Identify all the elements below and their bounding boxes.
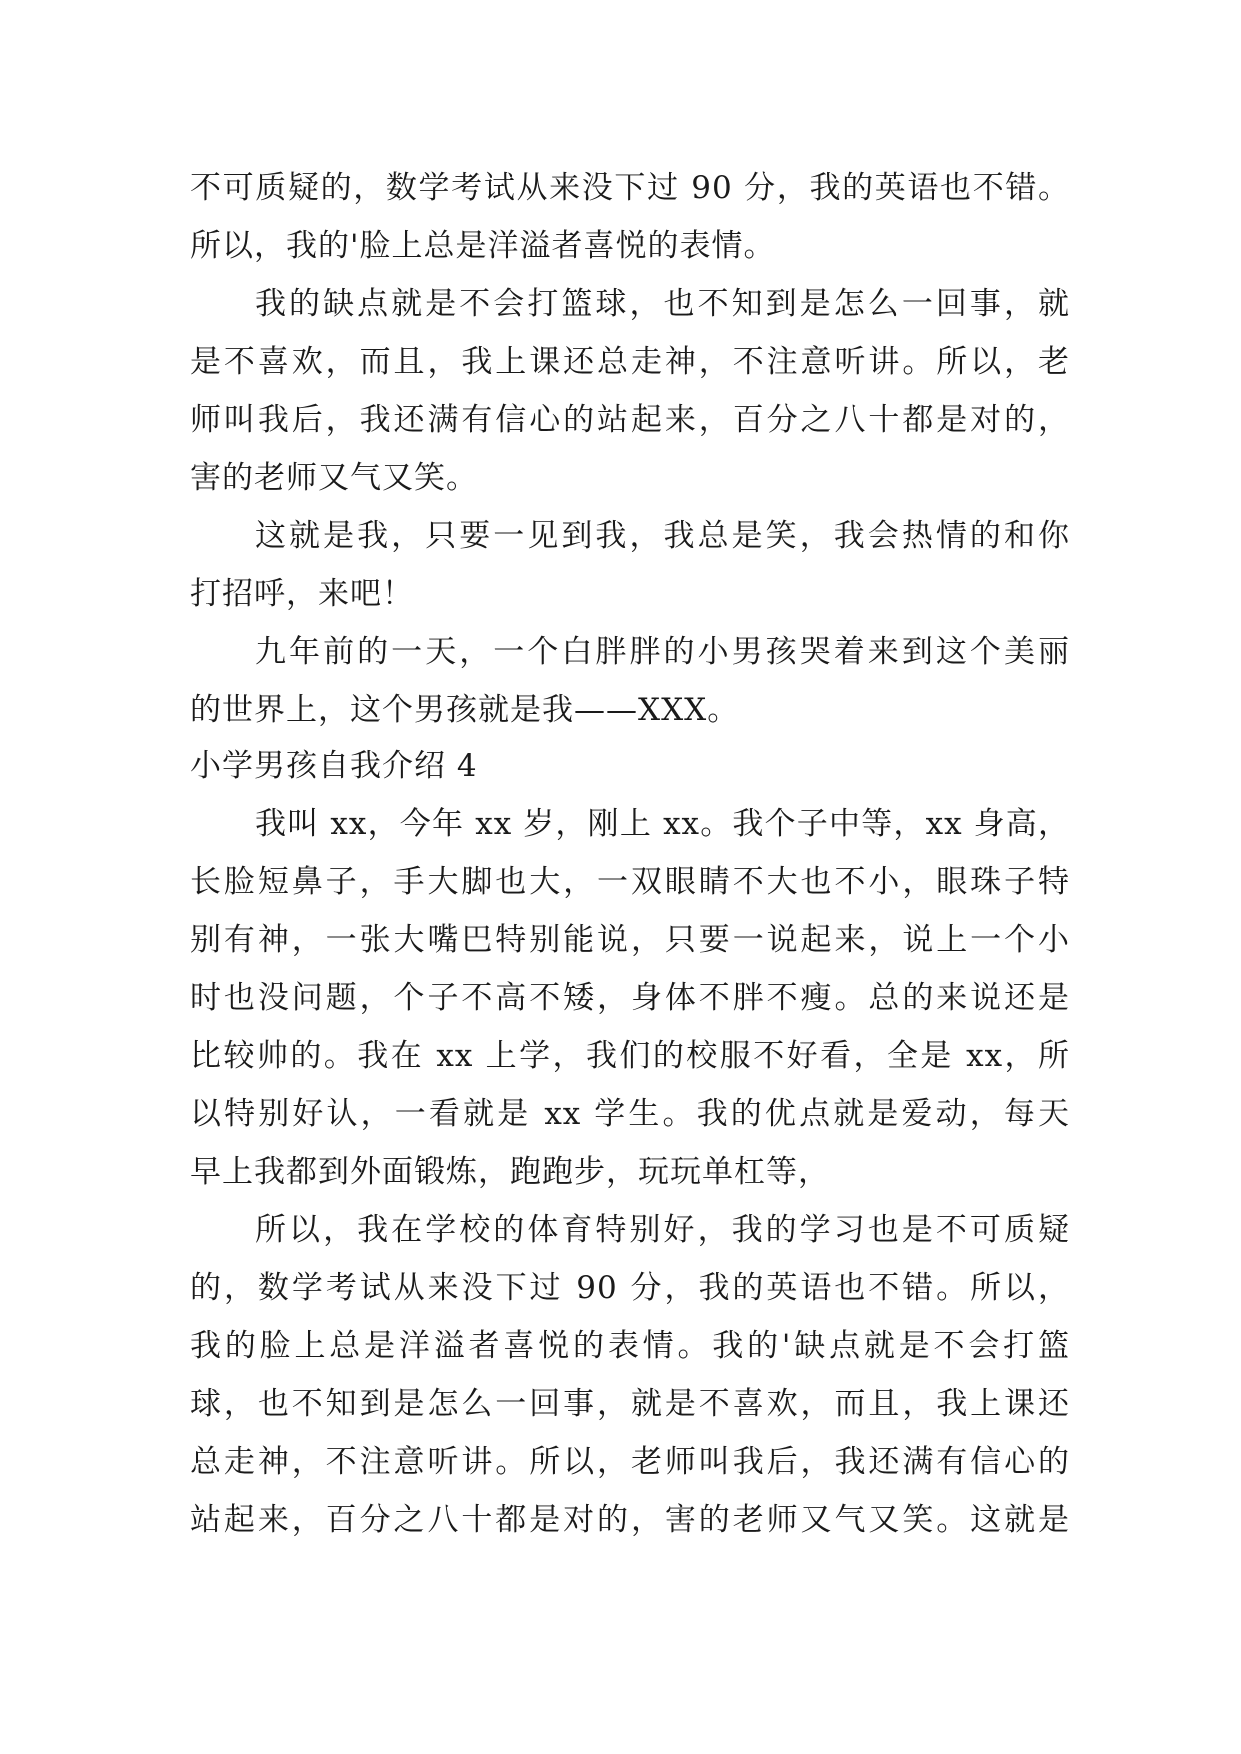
text-line: 早上我都到外面锻炼，跑跑步，玩玩单杠等， [190,1154,830,1190]
text-line: 我叫 xx，今年 xx 岁，刚上 xx。我个子中等，xx 身高， [255,806,1070,842]
text-line: 九年前的一天，一个白胖胖的小男孩哭着来到这个美丽 [255,634,1070,670]
text-line: 所以，我在学校的体育特别好，我的学习也是不可质疑 [255,1212,1070,1248]
text-line: 害的老师又气又笑。 [190,460,478,496]
text-line: 打招呼，来吧！ [190,576,414,612]
text-line: 所以，我的'脸上总是洋溢者喜悦的表情。 [190,228,776,264]
text-line: 这就是我，只要一见到我，我总是笑，我会热情的和你 [255,518,1070,554]
text-line: 长脸短鼻子，手大脚也大，一双眼睛不大也不小，眼珠子特 [190,864,1070,900]
text-line: 师叫我后，我还满有信心的站起来，百分之八十都是对的， [190,402,1070,438]
text-line: 比较帅的。我在 xx 上学，我们的校服不好看，全是 xx，所 [190,1038,1070,1074]
text-line: 时也没问题，个子不高不矮，身体不胖不瘦。总的来说还是 [190,980,1070,1016]
text-line: 球，也不知到是怎么一回事，就是不喜欢，而且，我上课还 [190,1386,1070,1422]
text-line: 不可质疑的，数学考试从来没下过 90 分，我的英语也不错。 [190,170,1070,206]
text-line: 以特别好认，一看就是 xx 学生。我的优点就是爱动，每天 [190,1096,1070,1132]
text-line: 我的脸上总是洋溢者喜悦的表情。我的'缺点就是不会打篮 [190,1328,1070,1364]
text-line: 我的缺点就是不会打篮球，也不知到是怎么一回事，就 [255,286,1070,322]
text-line: 别有神，一张大嘴巴特别能说，只要一说起来，说上一个小 [190,922,1070,958]
section-heading: 小学男孩自我介绍 4 [190,748,478,784]
text-line: 站起来，百分之八十都是对的，害的老师又气又笑。这就是 [190,1502,1070,1538]
text-line: 总走神，不注意听讲。所以，老师叫我后，我还满有信心的 [190,1444,1070,1480]
text-line: 是不喜欢，而且，我上课还总走神，不注意听讲。所以，老 [190,344,1070,380]
text-line: 的世界上，这个男孩就是我——XXX。 [190,692,740,728]
text-line: 的，数学考试从来没下过 90 分，我的英语也不错。所以， [190,1270,1070,1306]
